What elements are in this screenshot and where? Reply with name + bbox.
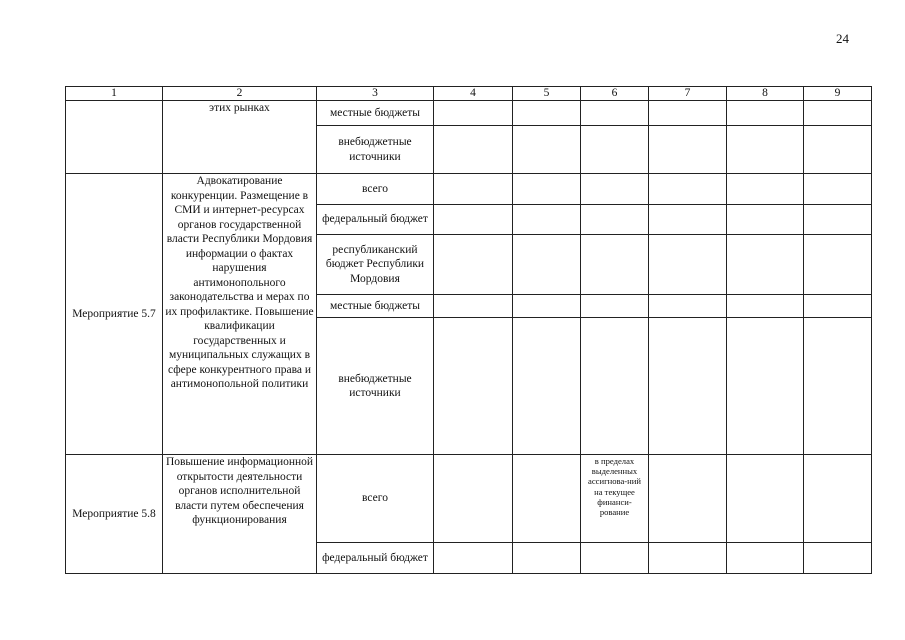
value-cell xyxy=(434,543,513,574)
value-cell xyxy=(513,101,581,126)
value-cell xyxy=(804,205,872,235)
funding-source: местные бюджеты xyxy=(317,295,434,318)
value-cell xyxy=(804,295,872,318)
funding-source: местные бюджеты xyxy=(317,101,434,126)
value-cell xyxy=(513,295,581,318)
value-cell xyxy=(649,174,727,205)
value-cell xyxy=(434,318,513,455)
value-cell xyxy=(727,295,804,318)
value-cell xyxy=(513,174,581,205)
funding-source: республиканский бюджет Республики Мордовия xyxy=(317,235,434,295)
value-cell xyxy=(727,235,804,295)
value-cell xyxy=(727,318,804,455)
value-cell xyxy=(649,455,727,543)
value-cell xyxy=(513,205,581,235)
value-cell xyxy=(434,101,513,126)
measure-name: Мероприятие 5.8 xyxy=(66,455,163,574)
column-header: 5 xyxy=(513,87,581,101)
column-header: 2 xyxy=(163,87,317,101)
value-cell xyxy=(581,295,649,318)
funding-source: внебюджетные источники xyxy=(317,126,434,174)
table-row xyxy=(66,455,872,543)
value-cell xyxy=(649,126,727,174)
measure-description: Адвокатирование конкуренции. Размещение в СМИ и интернет-ресурсах органов государственной власти Республики Мордовия информации о фактах нарушения антимонопольного законодательства и мерах по их профилактике. Повышение квалификации государственных и муниципальных служащих в сфере конкурентного права и антимонопольной политики xyxy=(163,174,317,455)
program-table xyxy=(65,86,872,574)
value-cell xyxy=(727,543,804,574)
value-cell xyxy=(581,318,649,455)
value-cell xyxy=(727,205,804,235)
value-cell xyxy=(649,101,727,126)
value-cell xyxy=(727,101,804,126)
value-cell xyxy=(581,101,649,126)
column-header: 4 xyxy=(434,87,513,101)
value-cell xyxy=(804,126,872,174)
value-cell xyxy=(581,205,649,235)
value-cell xyxy=(581,174,649,205)
value-cell xyxy=(727,455,804,543)
value-cell xyxy=(804,455,872,543)
value-cell xyxy=(513,543,581,574)
value-cell xyxy=(804,543,872,574)
value-cell xyxy=(581,235,649,295)
value-cell xyxy=(434,295,513,318)
value-cell xyxy=(727,174,804,205)
table-header-row xyxy=(66,87,872,101)
value-cell xyxy=(513,455,581,543)
measure-cell xyxy=(66,101,163,174)
measure-name: Мероприятие 5.7 xyxy=(66,174,163,455)
value-cell xyxy=(804,318,872,455)
value-cell xyxy=(513,235,581,295)
value-cell xyxy=(581,543,649,574)
value-cell xyxy=(804,174,872,205)
funding-source: внебюджетные источники xyxy=(317,318,434,455)
value-cell xyxy=(581,126,649,174)
table-row xyxy=(66,174,872,205)
funding-source: федеральный бюджет xyxy=(317,205,434,235)
column-header: 8 xyxy=(727,87,804,101)
value-cell xyxy=(649,235,727,295)
value-cell xyxy=(434,455,513,543)
value-cell xyxy=(434,174,513,205)
value-cell xyxy=(434,126,513,174)
measure-description: Повышение информационной открытости деятельности органов исполнительной власти путем обеспечения функционирования xyxy=(163,455,317,574)
column-header: 1 xyxy=(66,87,163,101)
column-header: 9 xyxy=(804,87,872,101)
column-header: 7 xyxy=(649,87,727,101)
value-cell xyxy=(804,101,872,126)
value-cell xyxy=(804,235,872,295)
funding-source: федеральный бюджет xyxy=(317,543,434,574)
value-cell xyxy=(649,205,727,235)
value-cell xyxy=(513,318,581,455)
funding-source: всего xyxy=(317,174,434,205)
value-cell xyxy=(649,318,727,455)
value-cell xyxy=(727,126,804,174)
value-cell xyxy=(434,205,513,235)
funding-source: всего xyxy=(317,455,434,543)
value-cell xyxy=(649,543,727,574)
measure-description: этих рынках xyxy=(163,101,317,174)
column-header: 3 xyxy=(317,87,434,101)
table-row xyxy=(66,101,872,126)
page-number: 24 xyxy=(836,31,849,46)
column-header: 6 xyxy=(581,87,649,101)
value-cell xyxy=(513,126,581,174)
value-cell xyxy=(434,235,513,295)
value-cell xyxy=(649,295,727,318)
funding-note: в пределах выделенных ассигнова-ний на текущее финанси-рование xyxy=(581,455,649,543)
